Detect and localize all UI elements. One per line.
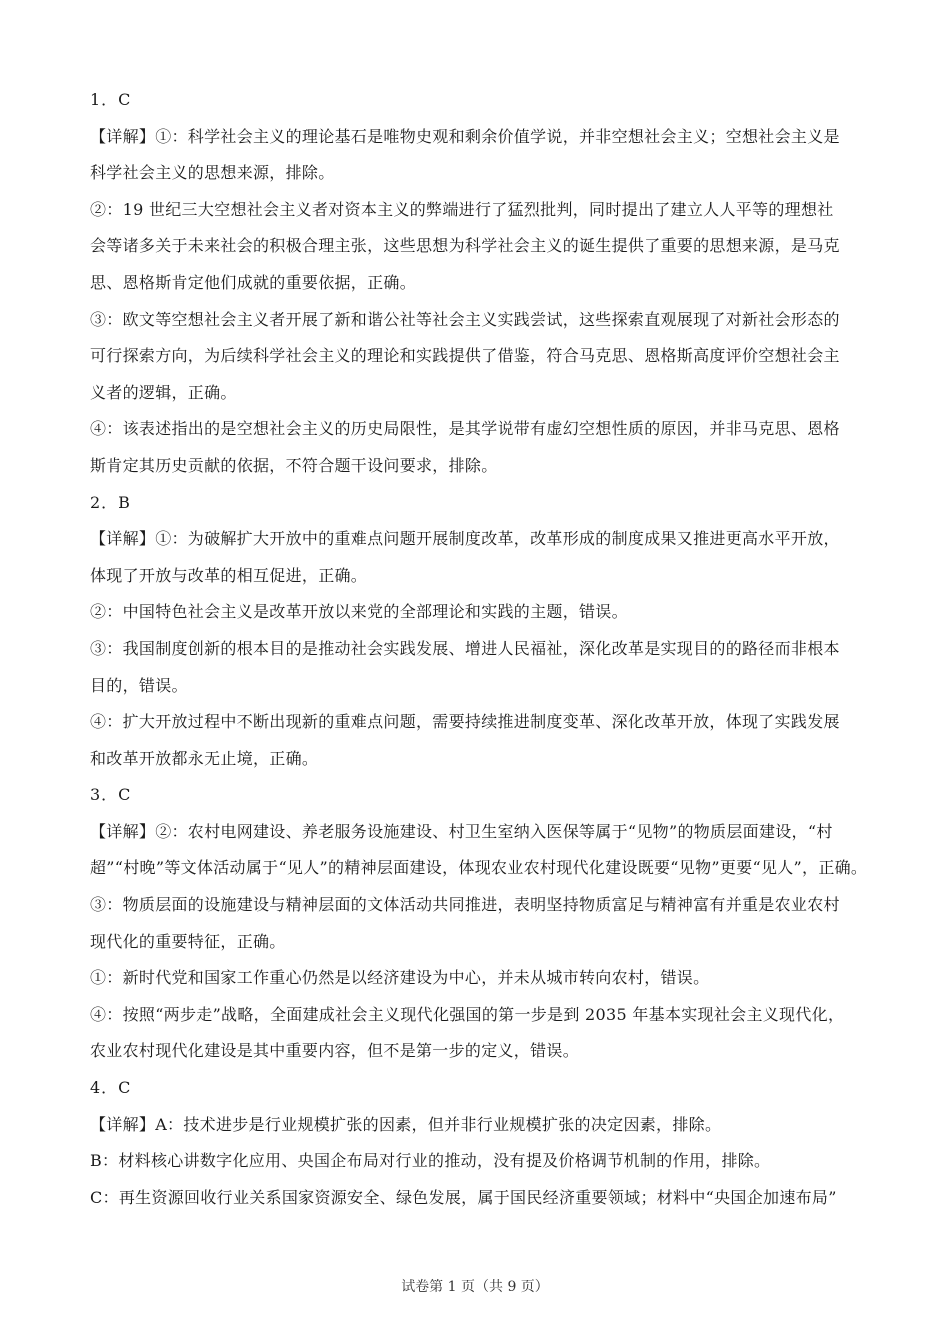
text-line: 【详解】②：农村电网建设、养老服务设施建设、村卫生室纳入医保等属于“见物”的物质层面建设，“村 xyxy=(90,821,833,841)
text-line: 科学社会主义的思想来源，排除。 xyxy=(90,163,335,183)
question-number: 4．C xyxy=(90,1078,132,1098)
text-line: ③：物质层面的设施建设与精神层面的文体活动共同推进，表明坚持物质富足与精神富有并重是农业农村 xyxy=(90,895,840,915)
question-number: 2．B xyxy=(90,492,131,512)
question-number: 3．C xyxy=(90,785,132,805)
text-line: ②：中国特色社会主义是改革开放以来党的全部理论和实践的主题，错误。 xyxy=(90,602,628,622)
text-line: 【详解】A：技术进步是行业规模扩张的因素，但并非行业规模扩张的决定因素，排除。 xyxy=(90,1114,722,1134)
text-line: 现代化的重要特征，正确。 xyxy=(90,931,286,951)
text-line: 【详解】①：为破解扩大开放中的重难点问题开展制度改革，改革形成的制度成果又推进更高水平开放， xyxy=(90,529,840,549)
text-line: ④：扩大开放过程中不断出现新的重难点问题，需要持续推进制度变革、深化改革开放，体现了实践发展 xyxy=(90,712,840,732)
answer-content xyxy=(90,82,870,1216)
text-line: ①：新时代党和国家工作重心仍然是以经济建设为中心，并未从城市转向农村，错误。 xyxy=(90,968,710,988)
text-line: 和改革开放都永无止境，正确。 xyxy=(90,748,319,768)
question-number: 1．C xyxy=(90,90,132,109)
text-line: 农业农村现代化建设是其中重要内容，但不是第一步的定义，错误。 xyxy=(90,1041,580,1061)
text-line: 体现了开放与改革的相互促进，正确。 xyxy=(90,565,368,585)
text-line: ③：我国制度创新的根本目的是推动社会实践发展、增进人民福祉，深化改革是实现目的的路径而非根本 xyxy=(90,638,840,658)
text-line: B：材料核心讲数字化应用、央国企布局对行业的推动，没有提及价格调节机制的作用，排除。 xyxy=(90,1151,771,1171)
text-line: 斯肯定其历史贡献的依据，不符合题干设问要求，排除。 xyxy=(90,455,498,475)
text-line: C：再生资源回收行业关系国家资源安全、绿色发展，属于国民经济重要领域；材料中“央国企加速布局” xyxy=(90,1187,837,1207)
text-line: 会等诸多关于未来社会的积极合理主张，这些思想为科学社会主义的诞生提供了重要的思想来源，是马克 xyxy=(90,236,840,256)
text-line: ④：按照“两步走”战略，全面建成社会主义现代化强国的第一步是到 2035 年基本实现社会主义现代化， xyxy=(90,1004,845,1024)
text-line: ③：欧文等空想社会主义者开展了新和谐公社等社会主义实践尝试，这些探索直观展现了对新社会形态的 xyxy=(90,309,840,329)
text-line: 可行探索方向，为后续科学社会主义的理论和实践提供了借鉴，符合马克思、恩格斯高度评价空想社会主 xyxy=(90,346,840,366)
text-line: 【详解】①：科学社会主义的理论基石是唯物史观和剩余价值学说，并非空想社会主义；空想社会主义是 xyxy=(90,126,840,146)
text-line: 思、恩格斯肯定他们成就的重要依据，正确。 xyxy=(90,272,417,292)
text-line: ②：19 世纪三大空想社会主义者对资本主义的弊端进行了猛烈批判，同时提出了建立人人平等的理想社 xyxy=(90,199,834,219)
text-line: ④：该表述指出的是空想社会主义的历史局限性，是其学说带有虚幻空想性质的原因，并非马克思、恩格 xyxy=(90,419,840,439)
text-line: 超”“村晚”等文体活动属于“见人”的精神层面建设，体现农业农村现代化建设既要“见物”更要“见人”，正确。 xyxy=(90,858,868,878)
text-line: 目的，错误。 xyxy=(90,675,188,695)
text-line: 义者的逻辑，正确。 xyxy=(90,382,237,402)
page-footer: 试卷第 1 页（共 9 页） xyxy=(401,1279,549,1295)
